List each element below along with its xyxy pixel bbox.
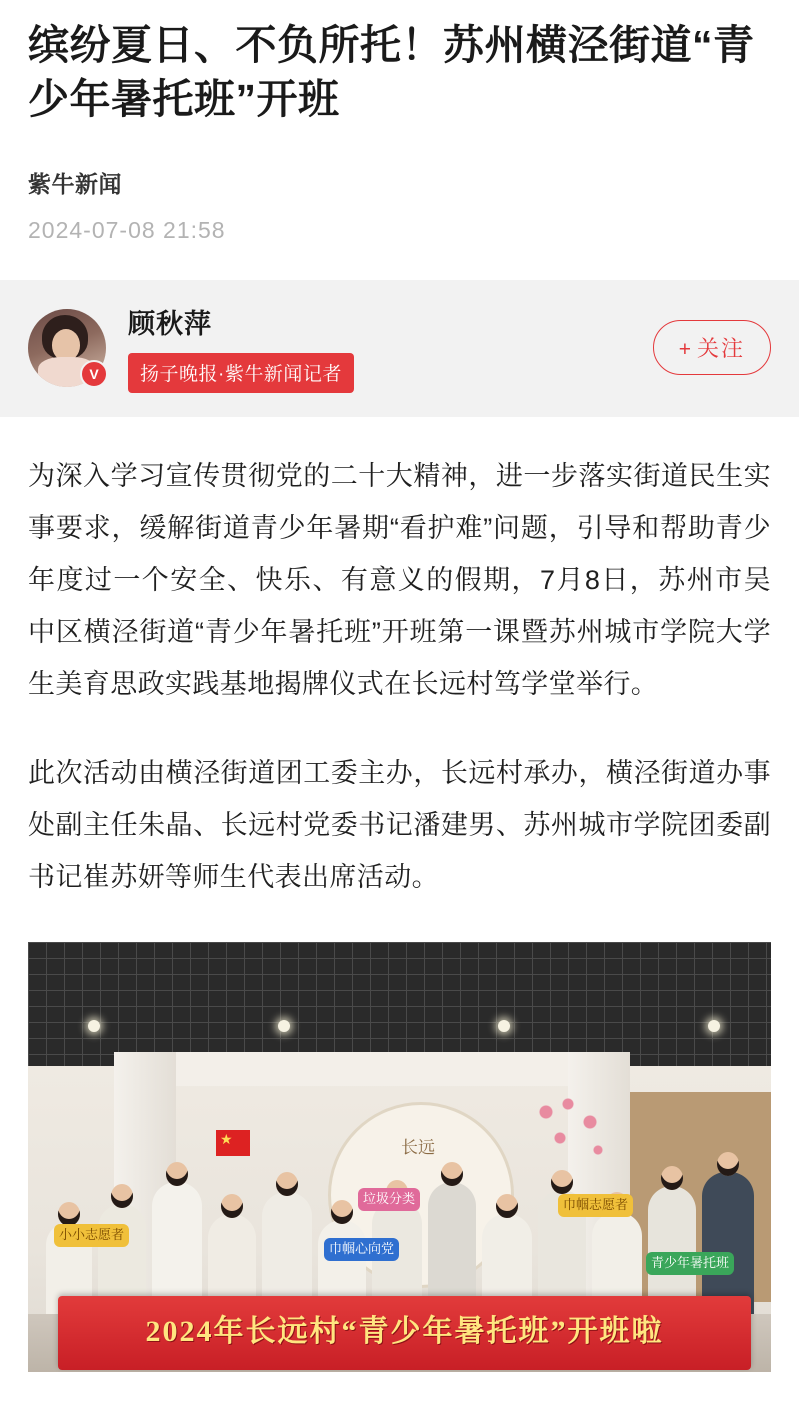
- plus-icon: +: [678, 338, 693, 362]
- article-paragraph: 为深入学习宣传贯彻党的二十大精神，进一步落实街道民生实事要求，缓解街道青少年暑期“看护难”问题，引导和帮助青少年度过一个安全、快乐、有意义的假期，7月8日，苏州市吴中区横泾街道“青少年暑托班”开班第一课暨苏州城市学院大学生美育思政实践基地揭牌仪式在长远村笃学堂举行。: [28, 461, 771, 699]
- person-head: [331, 1200, 353, 1224]
- person-head: [221, 1194, 243, 1218]
- ceiling-lamp-icon: [278, 1020, 290, 1032]
- page-title: 缤纷夏日、不负所托！苏州横泾街道“青少年暑托班”开班: [28, 22, 755, 123]
- beam: [114, 1052, 630, 1086]
- held-sign: 巾帼心向党: [324, 1238, 399, 1261]
- person-head: [276, 1172, 298, 1196]
- held-sign: 巾帼志愿者: [558, 1194, 633, 1217]
- ceiling-grid: [28, 942, 771, 1066]
- verified-badge-icon: V: [80, 360, 108, 388]
- article-header: [0, 0, 799, 244]
- follow-button-label: 关注: [696, 336, 745, 362]
- author-name[interactable]: 顾秋萍: [128, 309, 212, 340]
- person-head: [496, 1194, 518, 1218]
- publish-time: 2024-07-08 21:58: [28, 217, 226, 244]
- person-head: [111, 1184, 133, 1208]
- photo-scene: [28, 942, 771, 1372]
- person-head: [58, 1202, 80, 1226]
- person-head: [717, 1152, 739, 1176]
- source-row: [28, 166, 771, 244]
- person-head: [166, 1162, 188, 1186]
- article-body: [0, 417, 799, 904]
- ceiling-lamp-icon: [708, 1020, 720, 1032]
- avatar[interactable]: [28, 309, 106, 387]
- article-photo[interactable]: [28, 942, 771, 1372]
- event-banner-text: 2024年长远村“青少年暑托班”开班啦: [145, 1314, 664, 1348]
- held-sign: 小小志愿者: [54, 1224, 129, 1247]
- event-banner: [58, 1296, 751, 1370]
- held-sign: 垃圾分类: [358, 1188, 420, 1211]
- person-head: [551, 1170, 573, 1194]
- ceiling-lamp-icon: [88, 1020, 100, 1032]
- author-tag: 扬子晚报·紫牛新闻记者: [128, 353, 354, 393]
- ceiling-lamp-icon: [498, 1020, 510, 1032]
- follow-button[interactable]: [653, 320, 771, 375]
- person-head: [661, 1166, 683, 1190]
- person-head: [441, 1162, 463, 1186]
- arch-text: 长远: [401, 1137, 435, 1157]
- source-name[interactable]: 紫牛新闻: [28, 171, 122, 198]
- author-bar: [0, 280, 799, 417]
- held-sign: 青少年暑托班: [646, 1252, 734, 1275]
- avatar-face: [52, 329, 80, 361]
- article-paragraph: 此次活动由横泾街道团工委主办，长远村承办，横泾街道办事处副主任朱晶、长远村党委书记潘建男、苏州城市学院团委副书记崔苏妍等师生代表出席活动。: [28, 758, 771, 893]
- author-info: [128, 302, 653, 393]
